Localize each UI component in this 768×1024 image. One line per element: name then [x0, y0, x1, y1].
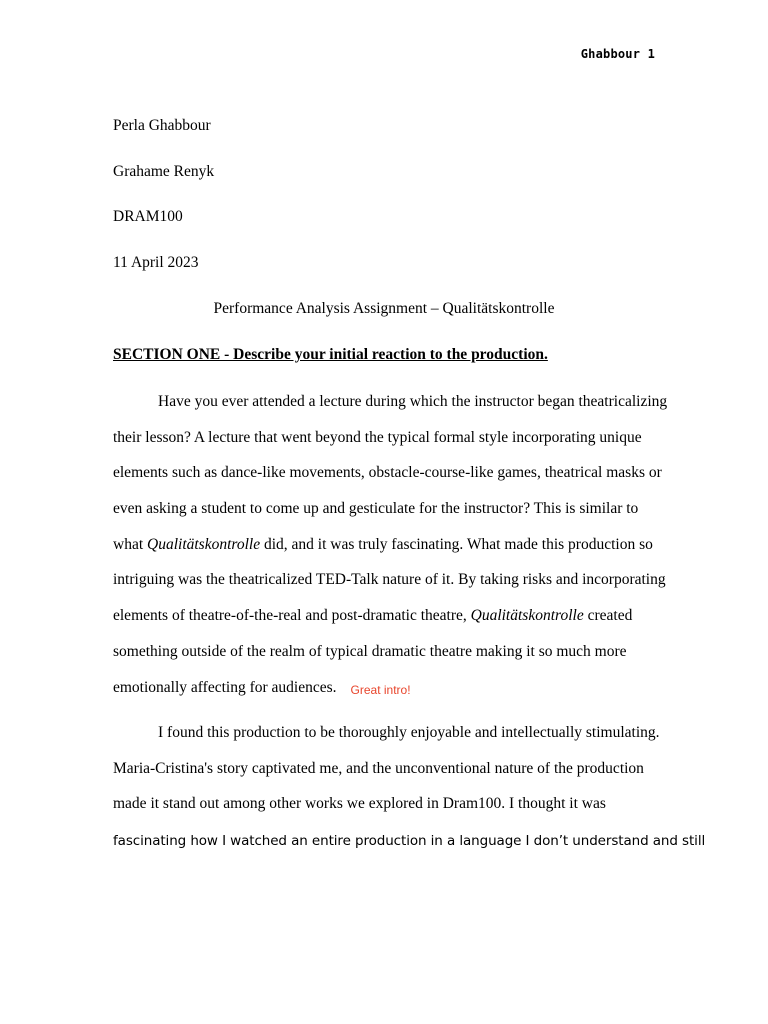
paragraph-1-line-1: Have you ever attended a lecture during which the instructor began theatricalizing — [158, 393, 668, 410]
paragraph-1-line-7 — [113, 606, 632, 626]
paragraph-1-line-3: elements such as dance-like movements, obstacle-course-like games, theatrical masks or — [113, 464, 662, 481]
date-line: 11 April 2023 — [113, 254, 199, 271]
text-span: what — [113, 536, 148, 553]
section-one-heading: SECTION ONE - Describe your initial reaction to the production. — [113, 346, 548, 363]
student-name: Perla Ghabbour — [113, 117, 211, 134]
running-head: Ghabbour 1 — [580, 47, 655, 61]
text-span: elements of theatre-of-the-real and post-dramatic theatre, — [113, 607, 471, 624]
instructor-name: Grahame Renyk — [113, 163, 215, 180]
instructor-comment: Great intro! — [350, 683, 411, 697]
paragraph-1-line-6: intriguing was the theatricalized TED-Talk nature of it. By taking risks and incorporating — [113, 571, 666, 588]
paragraph-1-line-2: their lesson? A lecture that went beyond the typical formal style incorporating unique — [113, 429, 642, 446]
course-code: DRAM100 — [113, 208, 183, 225]
document-title: Performance Analysis Assignment – Qualitätskontrolle — [213, 300, 555, 317]
italic-title: Qualitätskontrolle — [147, 536, 261, 553]
text-span: did, and it was truly fascinating. What made this production so — [260, 536, 653, 553]
paragraph-1-line-9 — [113, 678, 411, 698]
italic-title: Qualitätskontrolle — [470, 607, 584, 624]
paragraph-1-line-5 — [113, 535, 653, 555]
paragraph-2-line-3: made it stand out among other works we explored in Dram100. I thought it was — [113, 795, 606, 812]
paragraph-1-line-4: even asking a student to come up and gesticulate for the instructor? This is similar to — [113, 500, 639, 517]
text-span: emotionally affecting for audiences. — [113, 679, 337, 696]
paragraph-2-line-1: I found this production to be thoroughly enjoyable and intellectually stimulating. — [158, 724, 660, 741]
paragraph-2-line-2: Maria-Cristina's story captivated me, and the unconventional nature of the production — [113, 760, 644, 777]
paragraph-2-line-4: fascinating how I watched an entire production in a language I don’t understand and still — [113, 833, 706, 849]
paragraph-1-line-8: something outside of the realm of typical dramatic theatre making it so much more — [113, 643, 627, 660]
text-span: created — [583, 607, 633, 624]
